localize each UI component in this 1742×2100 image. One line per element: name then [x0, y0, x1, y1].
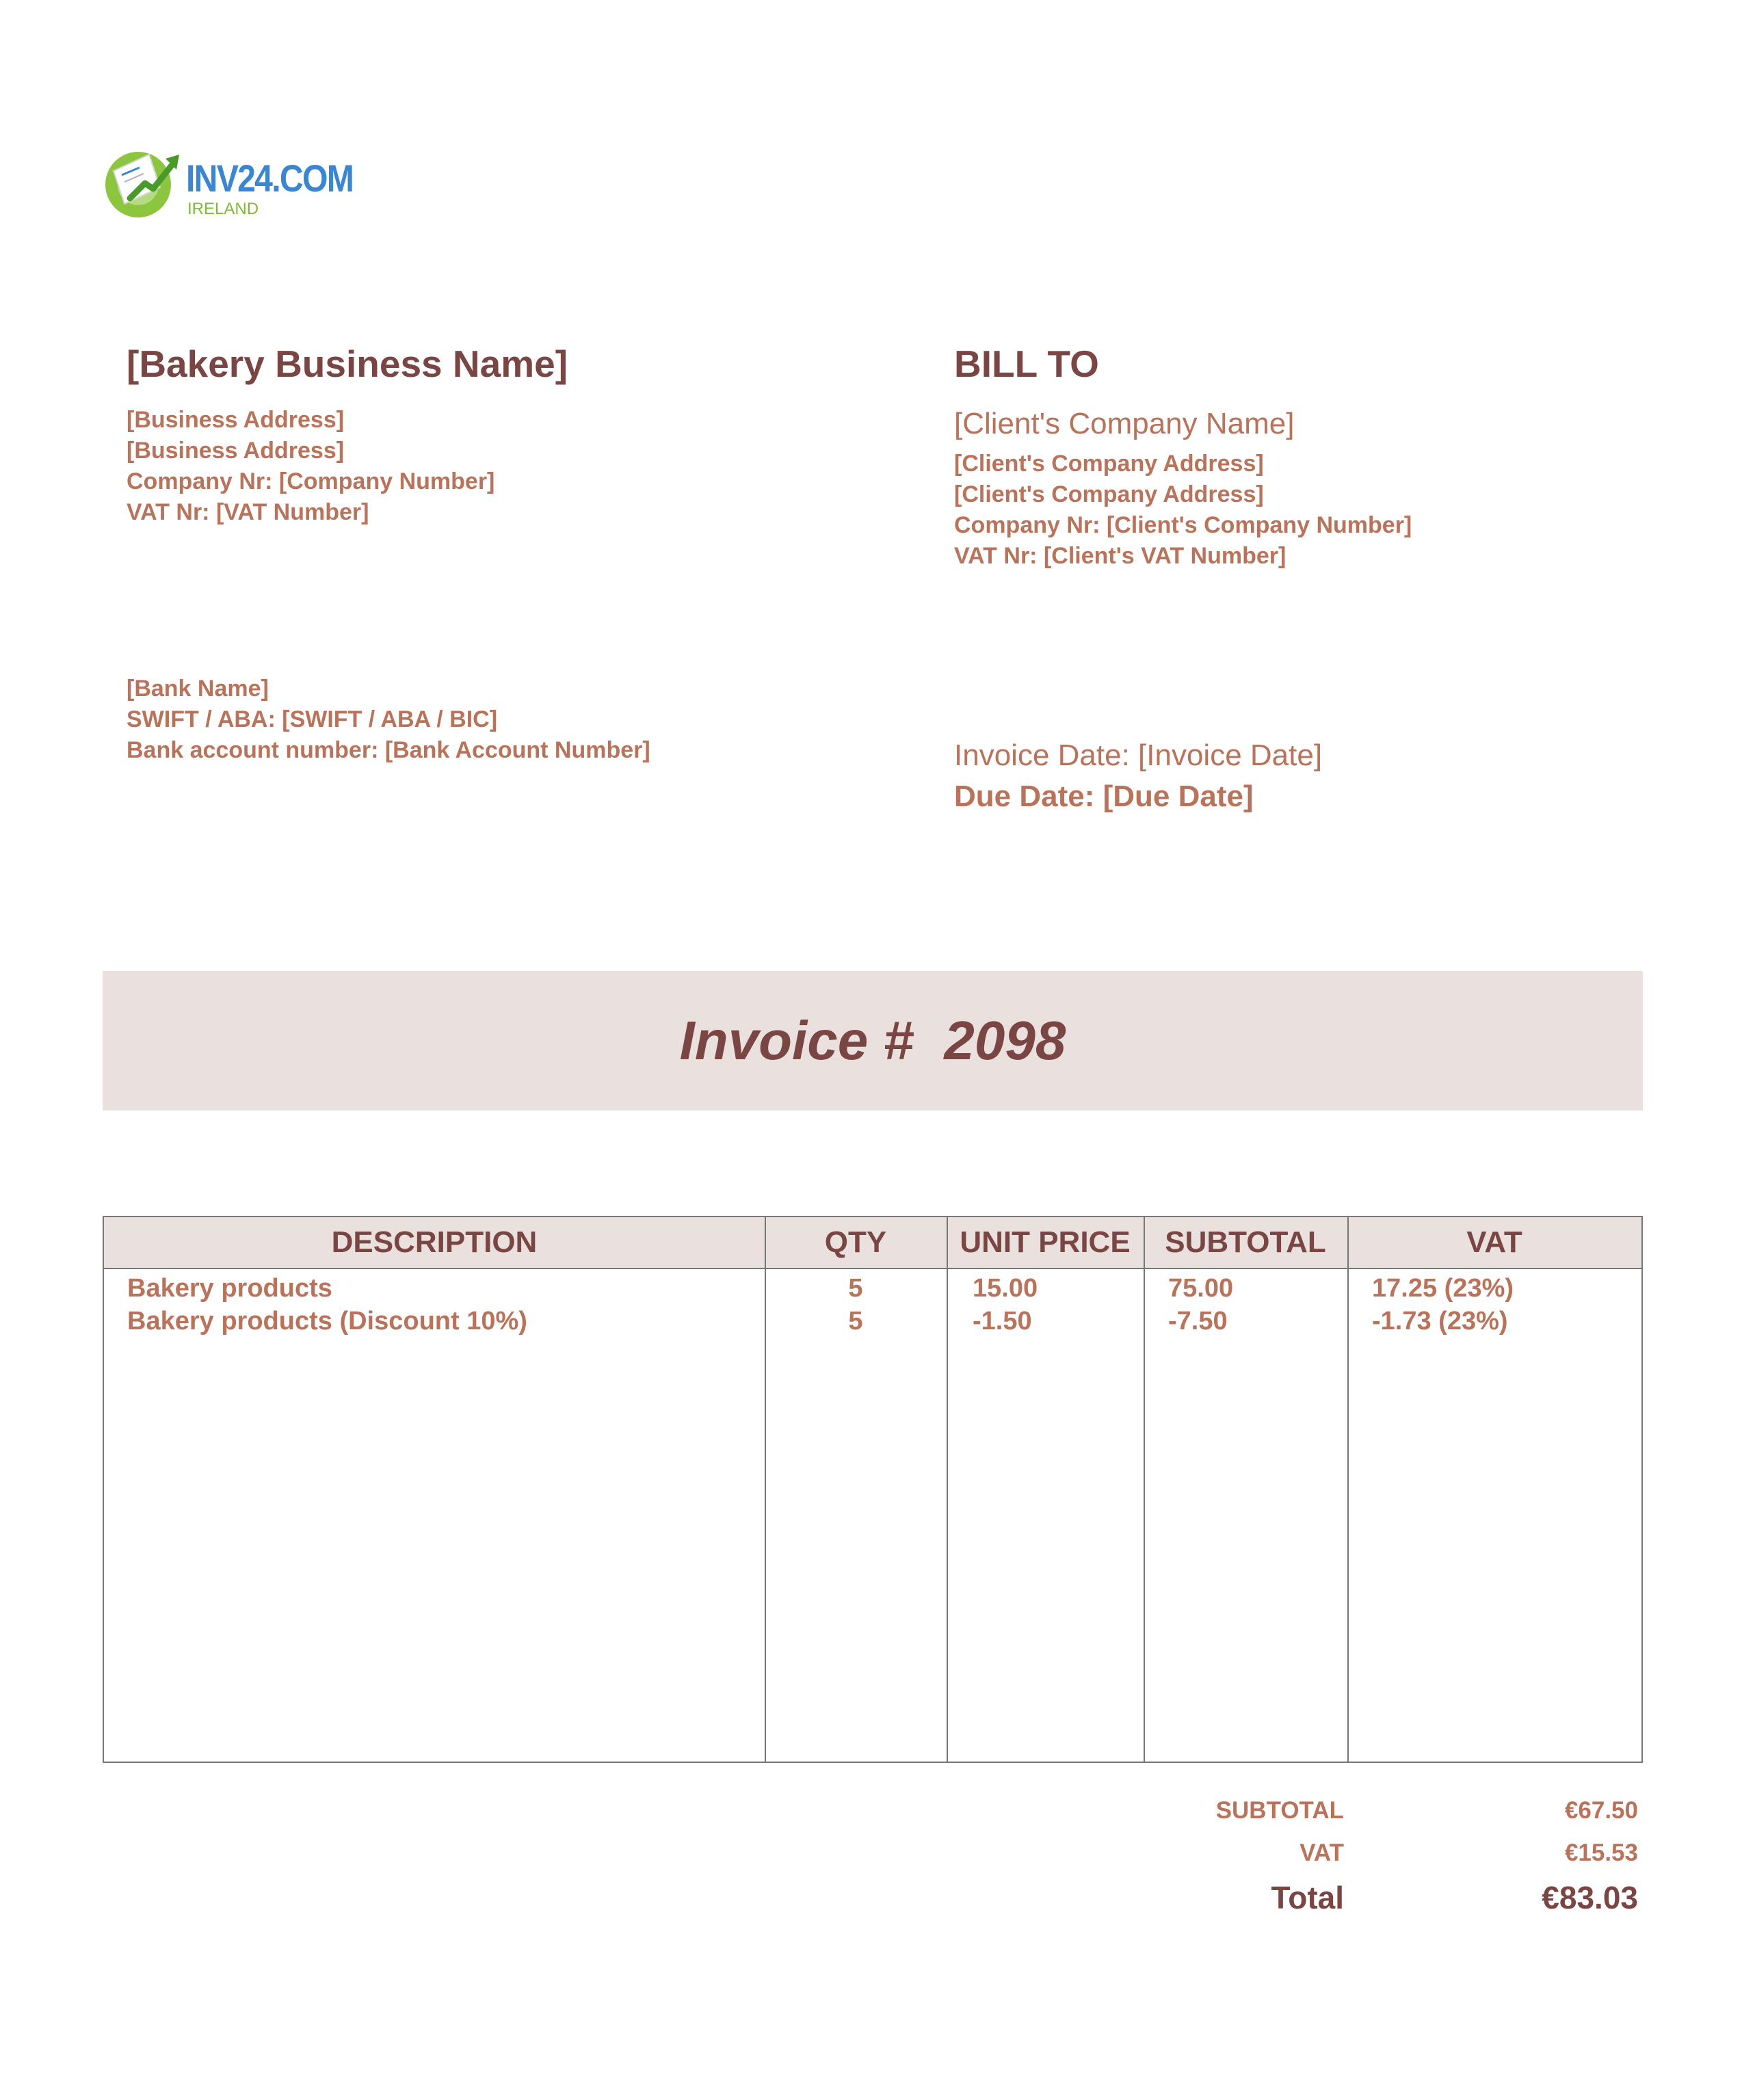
logo-brand-text: INV24.COM	[186, 157, 354, 200]
bank-details	[127, 674, 650, 766]
total-label: Total	[1271, 1880, 1344, 1915]
table-body	[104, 1272, 1641, 1338]
seller-name: [Bakery Business Name]	[127, 343, 568, 385]
cell-subtotal: -7.50	[1168, 1307, 1228, 1335]
header-subtotal: SUBTOTAL	[1165, 1225, 1326, 1259]
total-value: €83.03	[1542, 1880, 1638, 1915]
table-row	[104, 1305, 1641, 1338]
header-unit-price: UNIT PRICE	[960, 1225, 1131, 1259]
company-logo	[103, 145, 354, 227]
subtotal-label: SUBTOTAL	[1215, 1797, 1344, 1824]
cell-qty: 5	[848, 1274, 863, 1303]
cell-vat: -1.73 (23%)	[1372, 1307, 1508, 1335]
invoice-date: Invoice Date: [Invoice Date]	[954, 739, 1323, 772]
header-vat: VAT	[1466, 1225, 1522, 1259]
client-company-number: Company Nr: [Client's Company Number]	[954, 512, 1412, 538]
seller-details	[127, 405, 494, 528]
client-address-line-2: [Client's Company Address]	[954, 481, 1264, 507]
client-vat-number: VAT Nr: [Client's VAT Number]	[954, 543, 1286, 569]
client-details	[954, 449, 1412, 572]
cell-qty: 5	[848, 1307, 863, 1335]
seller-address-line-2: [Business Address]	[127, 438, 345, 464]
seller-address-line-1: [Business Address]	[127, 407, 345, 433]
bank-account-number: Bank account number: [Bank Account Number]	[127, 737, 650, 763]
header-qty: QTY	[824, 1225, 887, 1259]
seller-vat-number: VAT Nr: [VAT Number]	[127, 499, 369, 525]
bill-to-heading: BILL TO	[954, 343, 1099, 385]
cell-vat: 17.25 (23%)	[1372, 1274, 1514, 1303]
cell-description: Bakery products	[127, 1274, 332, 1303]
seller-company-number: Company Nr: [Company Number]	[127, 468, 495, 494]
client-company-name: [Client's Company Name]	[954, 407, 1295, 440]
table-header-row	[104, 1217, 1641, 1269]
due-date: Due Date: [Due Date]	[954, 780, 1254, 813]
header-description: DESCRIPTION	[331, 1225, 538, 1259]
cell-unit-price: 15.00	[973, 1274, 1038, 1303]
invoice-number-title: Invoice # 2098	[679, 1010, 1066, 1071]
client-address-line-1: [Client's Company Address]	[954, 451, 1264, 477]
bank-name: [Bank Name]	[127, 676, 269, 702]
logo-subtitle: IRELAND	[187, 200, 259, 218]
invoice-title-banner	[103, 971, 1643, 1111]
logo-icon	[103, 145, 185, 220]
items-table	[103, 1216, 1643, 1763]
cell-description: Bakery products (Discount 10%)	[127, 1307, 527, 1335]
table-row	[104, 1272, 1641, 1305]
cell-unit-price: -1.50	[973, 1307, 1032, 1335]
vat-value: €15.53	[1564, 1839, 1638, 1866]
cell-subtotal: 75.00	[1168, 1274, 1234, 1303]
vat-label: VAT	[1299, 1839, 1344, 1866]
subtotal-value: €67.50	[1564, 1797, 1638, 1824]
bank-swift: SWIFT / ABA: [SWIFT / ABA / BIC]	[127, 706, 498, 732]
